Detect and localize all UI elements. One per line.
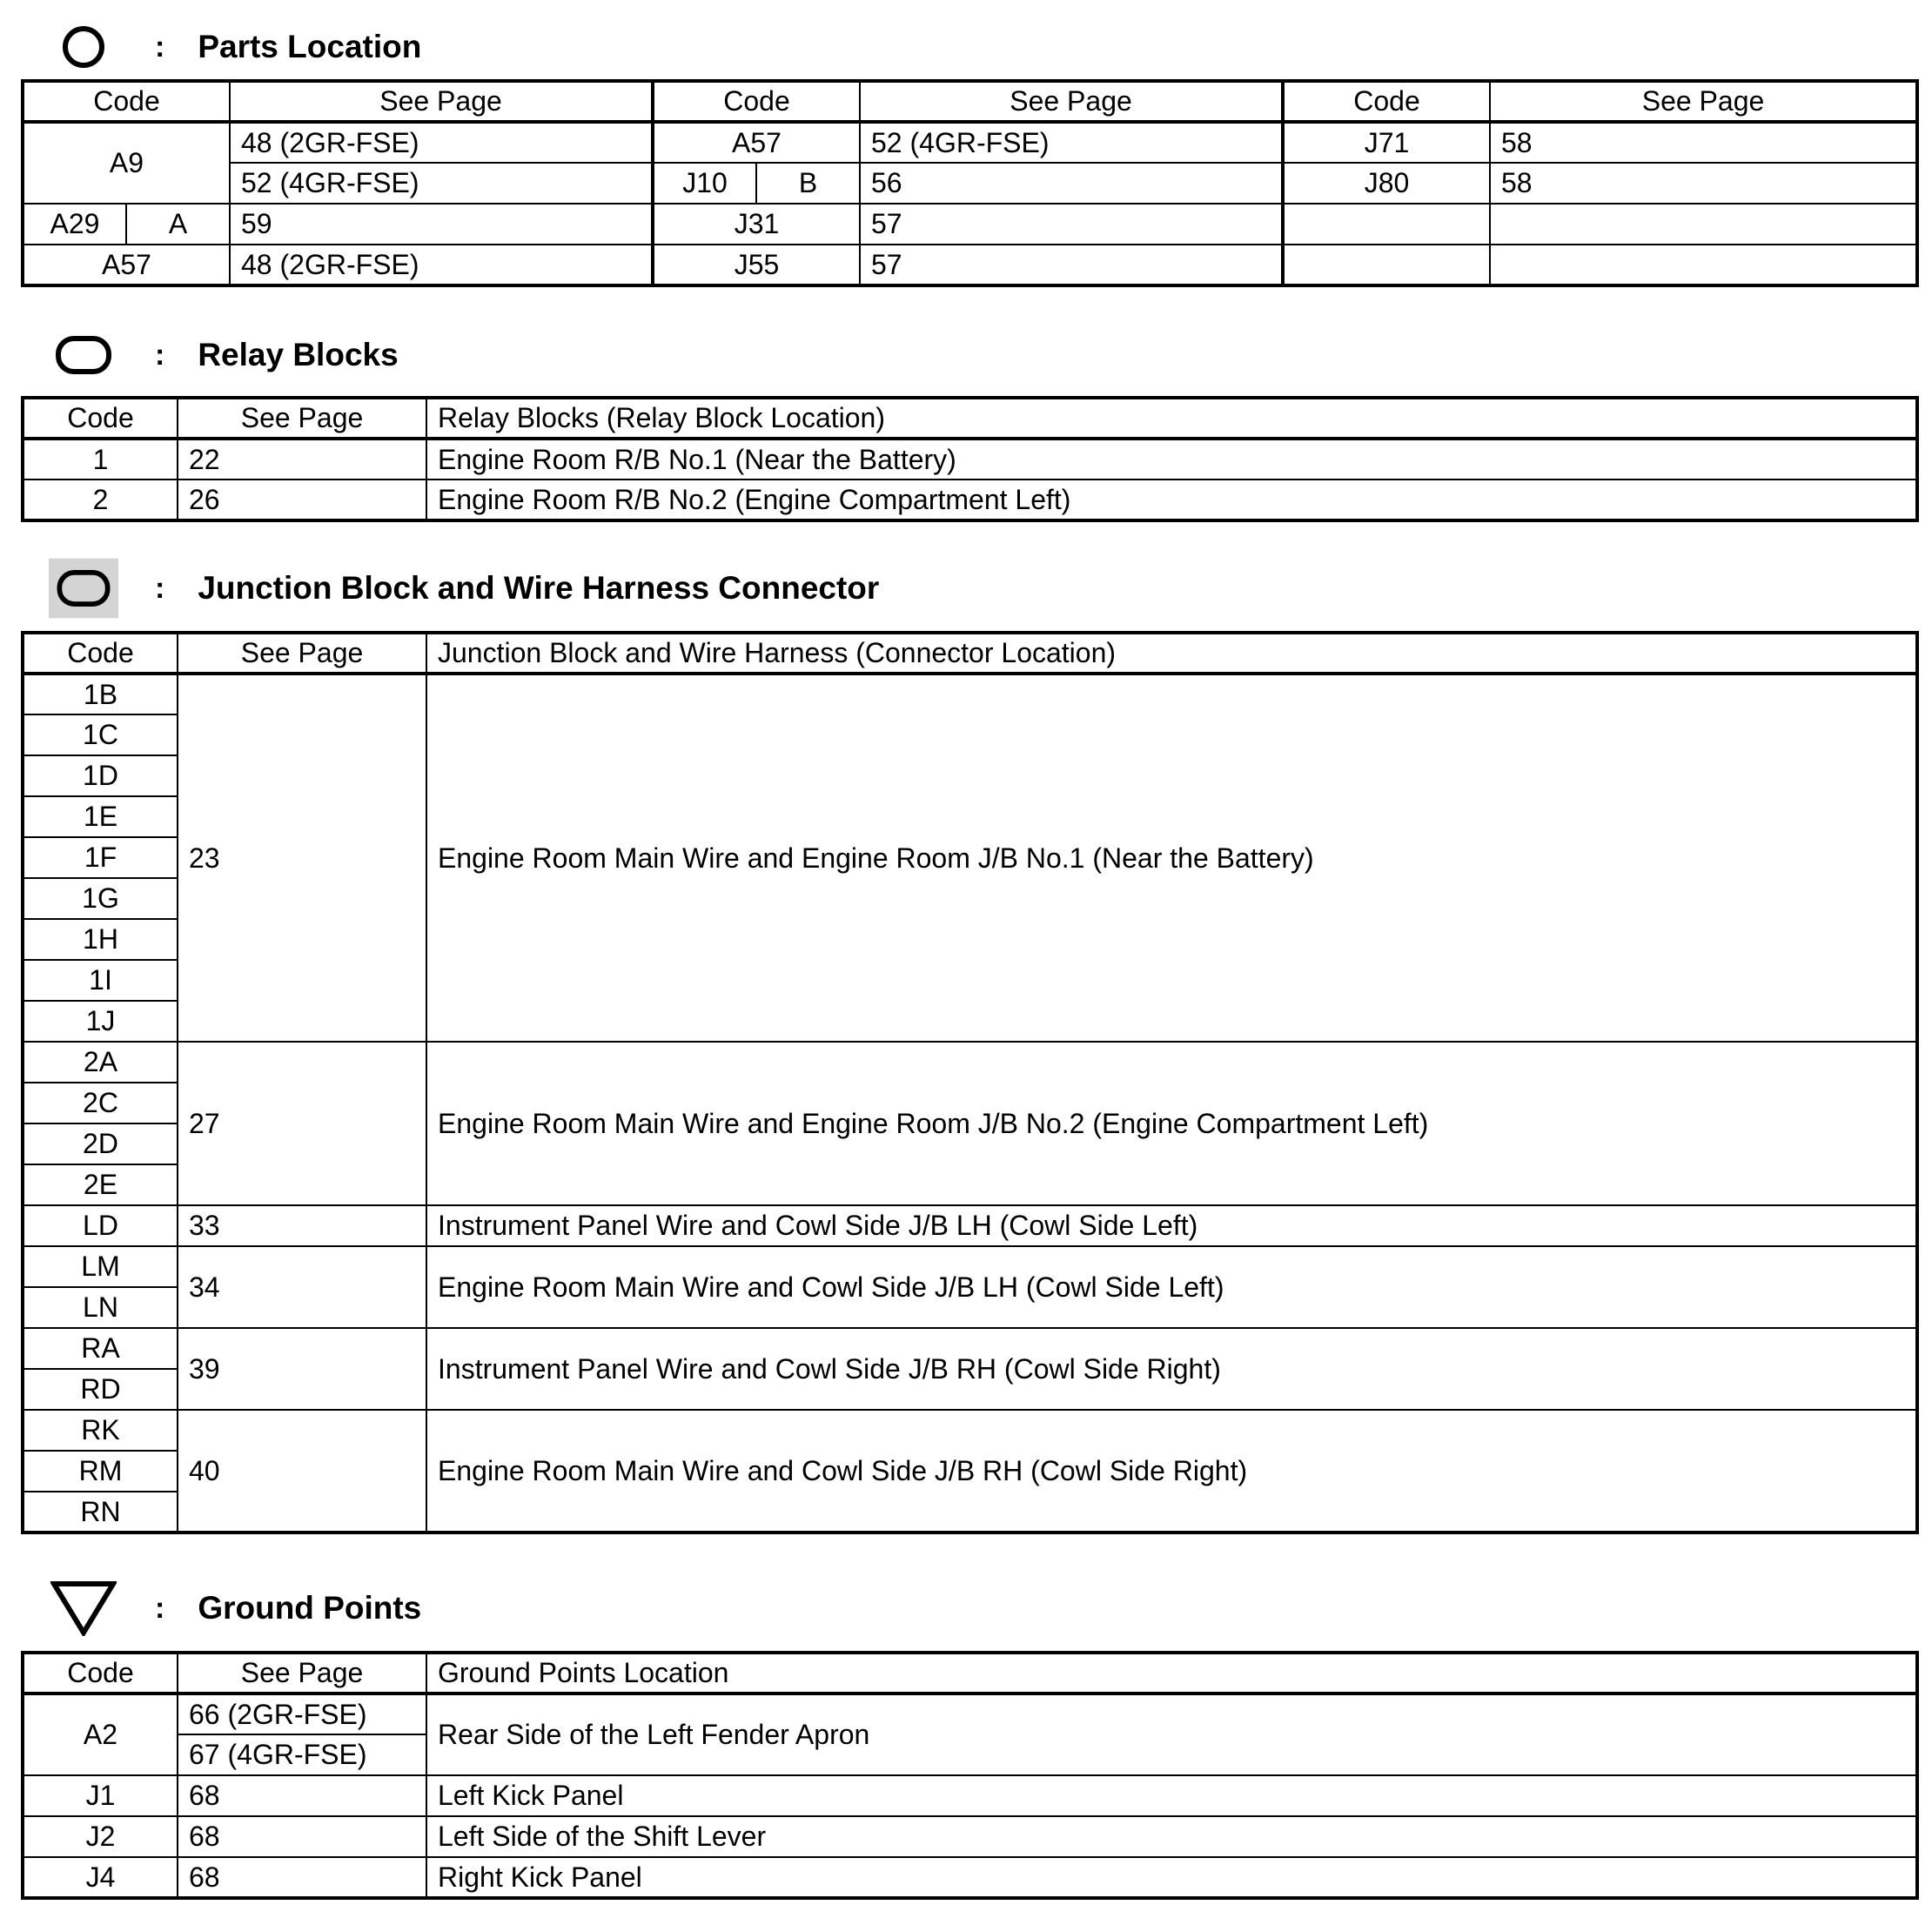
page-cell: 26 — [178, 480, 426, 520]
parts-location-heading — [49, 17, 421, 77]
location-cell: Left Side of the Shift Lever — [426, 1816, 1917, 1857]
section-title: Ground Points — [198, 1590, 422, 1626]
code-cell: 1I — [23, 960, 178, 1001]
parts-location-table — [21, 79, 1919, 287]
page-cell: 68 — [178, 1857, 426, 1898]
header-code: Code — [1283, 81, 1490, 122]
code-cell: J55 — [653, 245, 860, 285]
code-cell: LD — [23, 1205, 178, 1246]
location-cell: Left Kick Panel — [426, 1775, 1917, 1816]
shaded-rounded-rect-icon — [49, 558, 118, 619]
down-triangle-icon — [49, 1578, 118, 1639]
header-location: Junction Block and Wire Harness (Connector Location) — [426, 633, 1917, 674]
page-cell: 27 — [178, 1042, 426, 1205]
section-title: Junction Block and Wire Harness Connector — [198, 570, 880, 606]
code-cell: LM — [23, 1246, 178, 1287]
code-sub-cell: B — [756, 163, 860, 204]
code-cell: RA — [23, 1328, 178, 1369]
header-code: Code — [653, 81, 860, 122]
code-cell: 2D — [23, 1123, 178, 1164]
page-cell: 67 (4GR-FSE) — [178, 1734, 426, 1775]
location-cell: Rear Side of the Left Fender Apron — [426, 1694, 1917, 1775]
code-cell: A57 — [23, 245, 230, 285]
code-cell: 1 — [23, 439, 178, 480]
code-sub-cell: A — [126, 204, 230, 245]
header-location: Relay Blocks (Relay Block Location) — [426, 398, 1917, 439]
page-cell: 57 — [860, 204, 1283, 245]
location-cell: Instrument Panel Wire and Cowl Side J/B RH (Cowl Side Right) — [426, 1328, 1917, 1410]
section-title: Parts Location — [198, 29, 422, 64]
header-see-page: See Page — [178, 1653, 426, 1694]
page-cell: 58 — [1490, 163, 1917, 204]
code-cell: 1F — [23, 837, 178, 878]
page-cell: 57 — [860, 245, 1283, 285]
relay-blocks-heading — [49, 325, 399, 386]
page-cell: 34 — [178, 1246, 426, 1328]
code-cell: J2 — [23, 1816, 178, 1857]
page-cell: 33 — [178, 1205, 426, 1246]
code-cell: 1H — [23, 919, 178, 960]
code-cell: RN — [23, 1492, 178, 1533]
page-cell: 66 (2GR-FSE) — [178, 1694, 426, 1734]
header-see-page: See Page — [178, 398, 426, 439]
junction-block-table — [21, 631, 1919, 1534]
code-cell: 1C — [23, 714, 178, 755]
location-cell: Engine Room Main Wire and Engine Room J/B No.2 (Engine Compartment Left) — [426, 1042, 1917, 1205]
rounded-rect-icon — [49, 325, 118, 386]
ground-points-heading — [49, 1578, 421, 1639]
code-cell: 2A — [23, 1042, 178, 1083]
page-cell — [1490, 245, 1917, 285]
location-cell: Engine Room R/B No.2 (Engine Compartment Left) — [426, 480, 1917, 520]
code-cell: LN — [23, 1287, 178, 1328]
page-cell: 48 (2GR-FSE) — [230, 122, 653, 163]
code-cell: A9 — [23, 122, 230, 204]
header-location: Ground Points Location — [426, 1653, 1917, 1694]
code-cell: RM — [23, 1451, 178, 1492]
code-cell: 2E — [23, 1164, 178, 1205]
location-cell: Instrument Panel Wire and Cowl Side J/B LH (Cowl Side Left) — [426, 1205, 1917, 1246]
page-cell: 68 — [178, 1816, 426, 1857]
code-cell: 2C — [23, 1083, 178, 1123]
location-cell: Engine Room Main Wire and Cowl Side J/B LH (Cowl Side Left) — [426, 1246, 1917, 1328]
code-cell: 1B — [23, 674, 178, 714]
code-cell: RD — [23, 1369, 178, 1410]
code-cell: 1E — [23, 796, 178, 837]
code-cell: RK — [23, 1410, 178, 1451]
heading-colon: : — [155, 30, 165, 64]
header-code: Code — [23, 81, 230, 122]
page-cell: 40 — [178, 1410, 426, 1533]
code-cell: 2 — [23, 480, 178, 520]
relay-blocks-table — [21, 396, 1919, 522]
code-cell — [1283, 245, 1490, 285]
code-cell: J31 — [653, 204, 860, 245]
page-cell — [1490, 204, 1917, 245]
page-cell: 52 (4GR-FSE) — [230, 163, 653, 204]
code-cell: 1J — [23, 1001, 178, 1042]
page-cell: 22 — [178, 439, 426, 480]
page-cell: 52 (4GR-FSE) — [860, 122, 1283, 163]
page-cell: 58 — [1490, 122, 1917, 163]
code-cell: J71 — [1283, 122, 1490, 163]
page-cell: 56 — [860, 163, 1283, 204]
circle-icon — [49, 17, 118, 77]
header-see-page: See Page — [860, 81, 1283, 122]
code-cell: 1D — [23, 755, 178, 796]
ground-points-table — [21, 1651, 1919, 1900]
header-see-page: See Page — [178, 633, 426, 674]
heading-colon: : — [155, 571, 165, 605]
location-cell: Engine Room R/B No.1 (Near the Battery) — [426, 439, 1917, 480]
code-cell: J4 — [23, 1857, 178, 1898]
section-title: Relay Blocks — [198, 337, 399, 372]
heading-colon: : — [155, 338, 165, 372]
page-cell: 23 — [178, 674, 426, 1042]
header-code: Code — [23, 1653, 178, 1694]
code-cell: A2 — [23, 1694, 178, 1775]
heading-colon: : — [155, 1591, 165, 1625]
location-cell: Engine Room Main Wire and Engine Room J/B No.1 (Near the Battery) — [426, 674, 1917, 1042]
header-see-page: See Page — [230, 81, 653, 122]
header-code: Code — [23, 398, 178, 439]
code-cell: 1G — [23, 878, 178, 919]
location-cell: Engine Room Main Wire and Cowl Side J/B RH (Cowl Side Right) — [426, 1410, 1917, 1533]
header-see-page: See Page — [1490, 81, 1917, 122]
code-cell: A57 — [653, 122, 860, 163]
page-cell: 39 — [178, 1328, 426, 1410]
code-cell: J1 — [23, 1775, 178, 1816]
code-cell: A29 — [23, 204, 126, 245]
header-code: Code — [23, 633, 178, 674]
location-cell: Right Kick Panel — [426, 1857, 1917, 1898]
page-cell: 59 — [230, 204, 653, 245]
code-cell: J10 — [653, 163, 756, 204]
junction-block-heading — [49, 558, 879, 619]
code-cell — [1283, 204, 1490, 245]
code-cell: J80 — [1283, 163, 1490, 204]
page-cell: 68 — [178, 1775, 426, 1816]
page-cell: 48 (2GR-FSE) — [230, 245, 653, 285]
